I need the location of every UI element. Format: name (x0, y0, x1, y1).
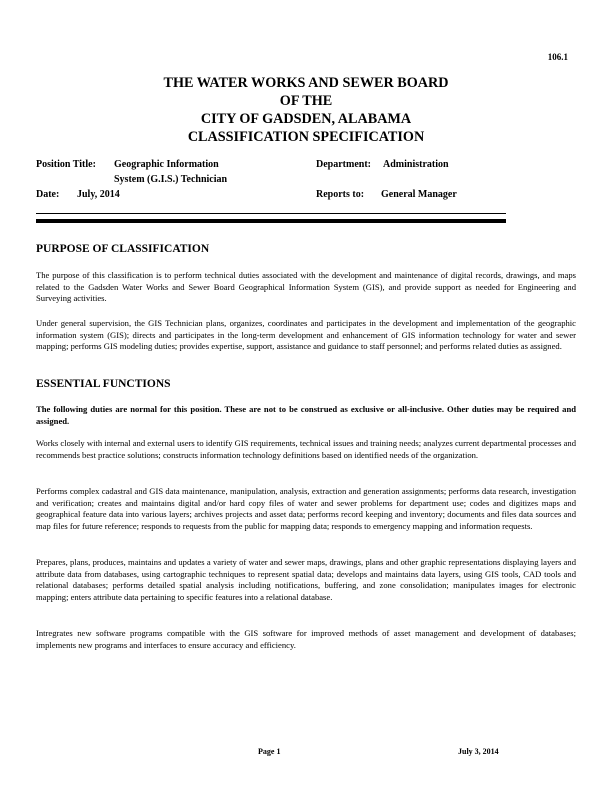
position-title-label: Position Title: (36, 159, 96, 170)
department-value: Administration (383, 159, 449, 170)
footer-date: July 3, 2014 (458, 747, 499, 756)
department-label: Department: (316, 159, 371, 170)
purpose-paragraph-2: Under general supervision, the GIS Technician plans, organizes, coordinates and participates in the development and implementation of the geographic information system (GIS); directs and participates in the long-term development and enhancement of GIS information technology for water and sewer mapping; performs GIS modeling duties; provides expertise, support, assistance and guidance to staff personnel; and performs related duties as assigned. (36, 318, 576, 351)
header-line-4: CLASSIFICATION SPECIFICATION (187, 129, 425, 145)
footer-page-number: Page 1 (258, 747, 281, 756)
document-header (0, 74, 612, 146)
essential-paragraph-1: Works closely with internal and external users to identify GIS requirements, technical issues and training needs; analyzes current departmental processes and recommends best practice solutions; constructs information technology definitions based on identified needs of the organization. (36, 438, 576, 460)
date-label: Date: (36, 189, 60, 200)
divider-thin (36, 213, 506, 214)
position-title-line-2: System (G.I.S.) Technician (114, 174, 228, 185)
reports-to-label: Reports to: (316, 189, 365, 200)
reports-to-value: General Manager (381, 189, 457, 200)
date-value: July, 2014 (77, 189, 120, 200)
divider-thick (36, 219, 506, 223)
essential-paragraph-4: Intregrates new software programs compatible with the GIS software for improved methods of asset management and development of databases; implements new programs and interfaces to ensure accuracy and efficiency. (36, 628, 576, 650)
essential-paragraph-3: Prepares, plans, produces, maintains and updates a variety of water and sewer maps, drawings, plans and other graphic representations displaying layers and attribute data from databases, using cartographic techniques to represent spatial data; develops and maintains data layers, using GIS tools, CAD tools and relational databases; performs detailed spatial analysis including notifications, buffering, and zone consolidation; manipulates images for electronic mapping; enters attribute data pertaining to specific features into a relational database. (36, 557, 576, 602)
header-line-2: OF THE (279, 93, 333, 109)
document-number: 106.1 (547, 52, 568, 62)
essential-functions-heading: ESSENTIAL FUNCTIONS (36, 378, 171, 390)
purpose-heading: PURPOSE OF CLASSIFICATION (36, 243, 210, 255)
position-title-line-1: Geographic Information (114, 159, 219, 170)
header-line-1: THE WATER WORKS AND SEWER BOARD (163, 75, 449, 91)
header-line-3: CITY OF GADSDEN, ALABAMA (200, 111, 412, 127)
purpose-paragraph-1: The purpose of this classification is to perform technical duties associated with the development and maintenance of digital records, drawings, and maps related to the Gadsden Water Works and Sewer Board Geographical Information System (GIS), and provide support as needed for Engineering and Surveying activities. (36, 270, 576, 303)
essential-paragraph-2: Performs complex cadastral and GIS data maintenance, manipulation, analysis, extraction and generation assignments; performs data research, investigation and verification; creates and maintains digital and/or hard copy files of water and sewer problems for department use; codes and digitizes maps and geographical feature data into various layers; archives projects and asset data; performs record keeping and inventory; documents and files data sources and map files for future reference; responds to requests from the public for mapping data; responds to emergency mapping and information requests. (36, 486, 576, 531)
essential-functions-intro: The following duties are normal for this position. These are not to be construed as exclusive or all-inclusive. Other duties may be required and assigned. (36, 404, 576, 426)
